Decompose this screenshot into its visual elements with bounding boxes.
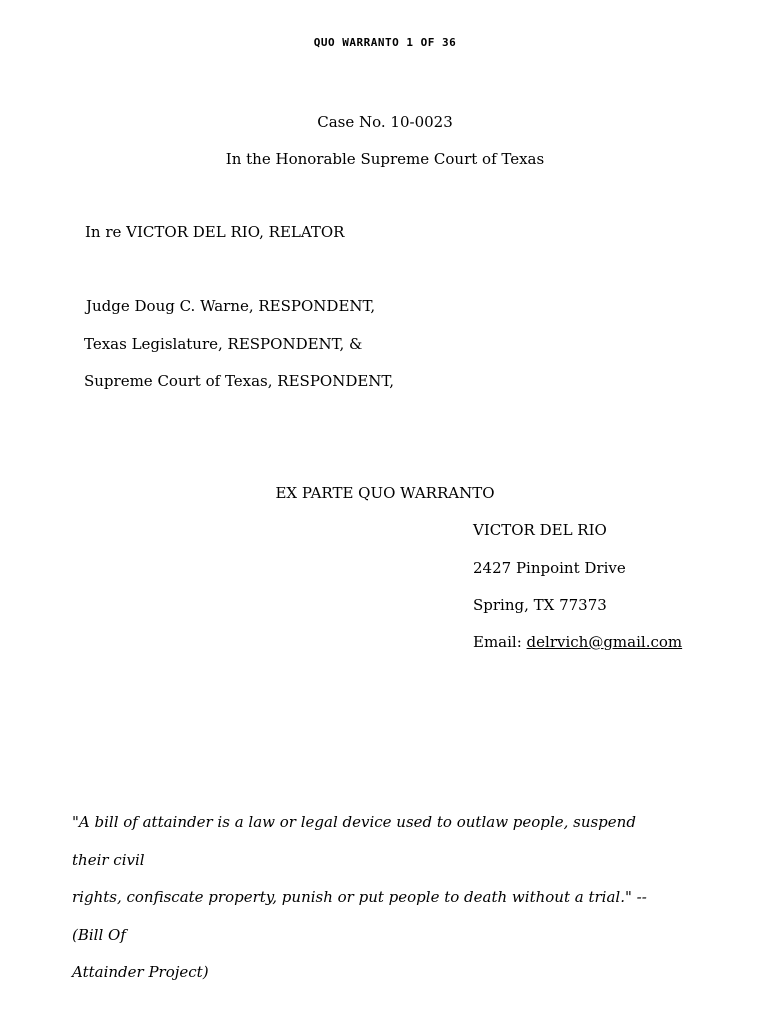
- running-header: QUO WARRANTO 1 OF 36: [313, 36, 457, 49]
- respondent-3: Supreme Court of Texas, RESPONDENT,: [84, 372, 394, 390]
- document-title: EX PARTE QUO WARRANTO: [275, 484, 495, 502]
- contact-street: 2427 Pinpoint Drive: [473, 559, 626, 577]
- epigraph-quote: [72, 804, 672, 992]
- epigraph-line-1: "A bill of attainder is a law or legal device used to outlaw people, suspend their civil: [72, 813, 636, 869]
- contact-name: VICTOR DEL RIO: [473, 521, 607, 539]
- court-name: In the Honorable Supreme Court of Texas: [225, 150, 545, 168]
- relator-line: In re VICTOR DEL RIO, RELATOR: [85, 223, 345, 241]
- email-label: Email:: [473, 633, 527, 651]
- case-number: Case No. 10-0023: [317, 113, 453, 131]
- respondent-1: Judge Doug C. Warne, RESPONDENT,: [86, 297, 376, 315]
- contact-city: Spring, TX 77373: [473, 596, 607, 614]
- contact-email-line: [473, 633, 682, 651]
- epigraph-line-3: Attainder Project): [72, 963, 209, 981]
- respondent-2: Texas Legislature, RESPONDENT, &: [84, 335, 363, 353]
- epigraph-line-2: rights, confiscate property, punish or put people to death without a trial." -- (Bill Of: [72, 888, 647, 944]
- email-link[interactable]: delrvich@gmail.com: [526, 633, 683, 651]
